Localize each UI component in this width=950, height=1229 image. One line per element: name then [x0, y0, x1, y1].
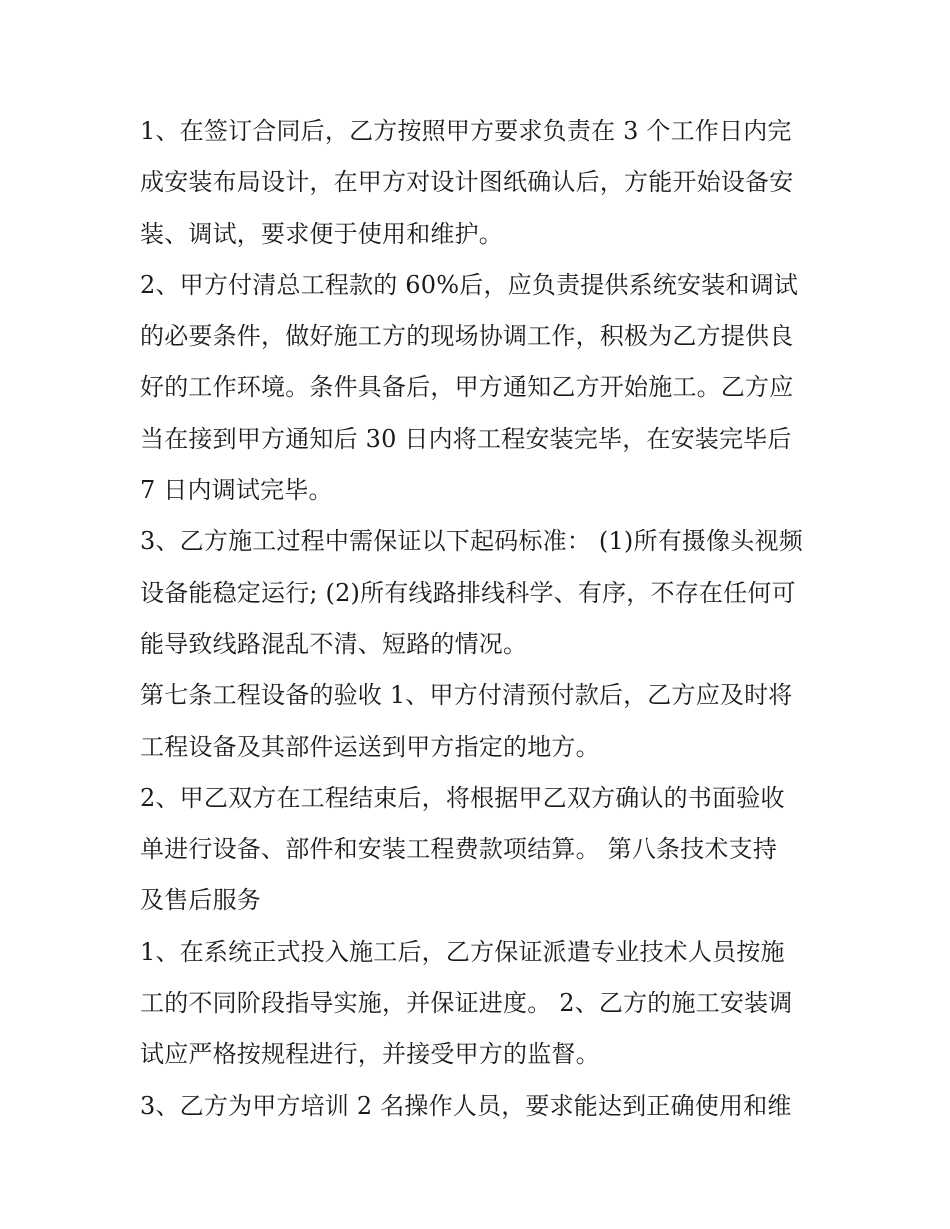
text-line: 1、在签订合同后，乙方按照甲方要求负责在 3 个工作日内完 [140, 117, 792, 145]
text-line: 试应严格按规程进行，并接受甲方的监督。 [140, 1040, 600, 1069]
document-body [140, 106, 820, 1132]
text-line: 及售后服务 [140, 886, 261, 915]
text-line: 2、甲乙双方在工程结束后，将根据甲乙双方确认的书面验收 [140, 783, 785, 812]
text-line: 第七条工程设备的验收 1、甲方付清预付款后，乙方应及时将 [140, 681, 793, 710]
text-line: 2、甲方付清总工程款的 60%后，应负责提供系统安装和调试 [140, 270, 799, 299]
text-line: 单进行设备、部件和安装工程费款项结算。 第八条技术支持 [140, 835, 778, 864]
text-line: 工程设备及其部件运送到甲方指定的地方。 [140, 732, 600, 761]
text-line: 3、乙方施工过程中需保证以下起码标准： (1)所有摄像头视频 [140, 527, 803, 556]
text-line: 3、乙方为甲方培训 2 名操作人员，要求能达到正确使用和维 [140, 1091, 792, 1120]
text-line: 当在接到甲方通知后 30 日内将工程安装完毕，在安装完毕后 [140, 424, 792, 453]
text-line: 好的工作环境。条件具备后，甲方通知乙方开始施工。乙方应 [140, 373, 794, 402]
text-line: 7 日内调试完毕。 [140, 476, 333, 505]
text-line: 工的不同阶段指导实施，并保证进度。 2、乙方的施工安装调 [140, 989, 793, 1018]
text-line: 设备能稳定运行; (2)所有线路排线科学、有序，不存在任何可 [140, 578, 796, 607]
text-line: 的必要条件，做好施工方的现场协调工作，积极为乙方提供良 [140, 322, 794, 351]
text-line: 装、调试，要求便于使用和维护。 [140, 219, 503, 248]
text-line: 1、在系统正式投入施工后，乙方保证派遣专业技术人员按施 [140, 937, 785, 966]
text-line: 成安装布局设计，在甲方对设计图纸确认后，方能开始设备安 [140, 168, 794, 197]
text-line: 能导致线路混乱不清、短路的情况。 [140, 629, 528, 658]
